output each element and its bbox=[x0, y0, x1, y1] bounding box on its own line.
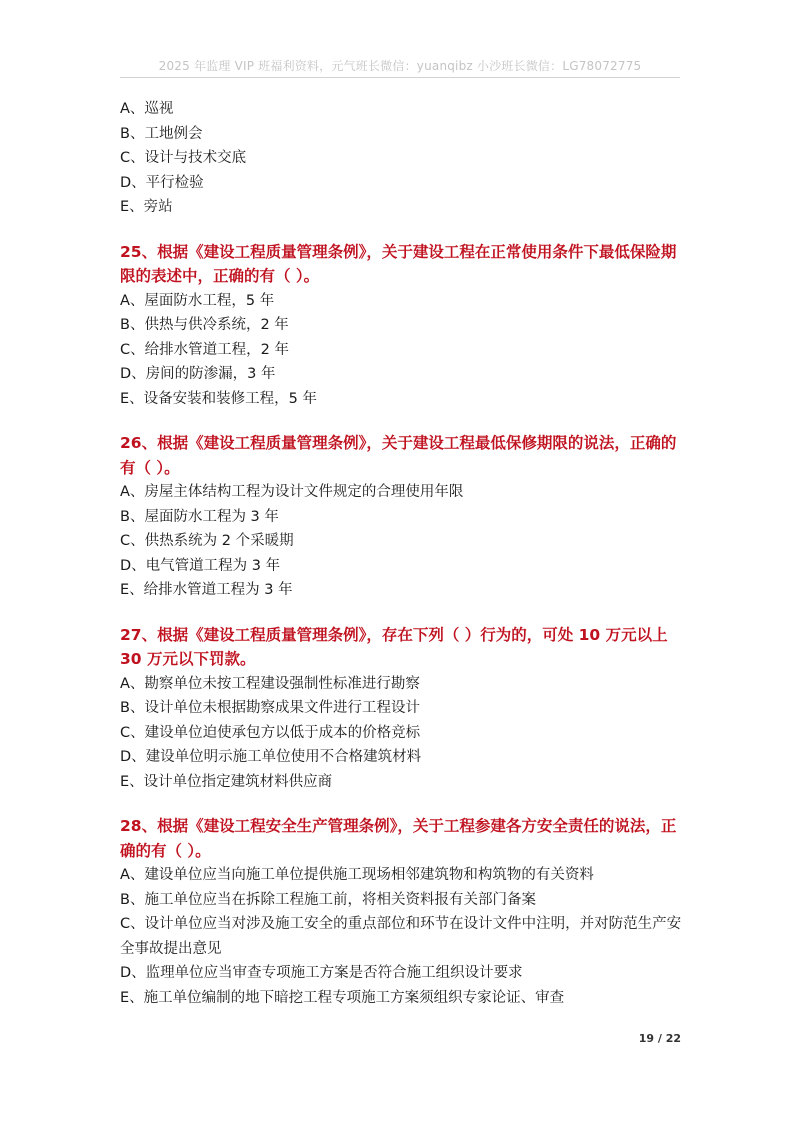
question-title: 27、根据《建设工程质量管理条例》，存在下列（ ）行为的，可处 10 万元以上 30 万元以下罚款。 bbox=[120, 625, 668, 668]
option-a: A、勘察单位未按工程建设强制性标准进行勘察 bbox=[120, 675, 420, 692]
option-d: D、平行检验 bbox=[120, 174, 204, 191]
question-title: 25、根据《建设工程质量管理条例》，关于建设工程在正常使用条件下最低保险期限的表述中，正确的有（ ）。 bbox=[120, 242, 677, 285]
option-c: C、建设单位迫使承包方以低于成本的价格竞标 bbox=[120, 724, 421, 741]
option-b: B、工地例会 bbox=[120, 125, 203, 142]
document-body bbox=[120, 97, 686, 1010]
option-e: E、施工单位编制的地下暗挖工程专项施工方案须组织专家论证、审查 bbox=[120, 989, 565, 1006]
question-27 bbox=[120, 623, 686, 795]
option-c: C、给排水管道工程，2 年 bbox=[120, 341, 289, 358]
header-divider bbox=[120, 77, 680, 78]
page-number: 19 / 22 bbox=[638, 1032, 681, 1045]
option-c: C、设计与技术交底 bbox=[120, 150, 247, 166]
option-b: B、屋面防水工程为 3 年 bbox=[120, 508, 279, 525]
option-a: A、屋面防水工程，5 年 bbox=[120, 292, 275, 309]
option-a: A、巡视 bbox=[120, 101, 174, 117]
option-e: E、设计单位指定建筑材料供应商 bbox=[120, 773, 333, 790]
option-d: D、电气管道工程为 3 年 bbox=[120, 557, 281, 574]
option-e: E、旁站 bbox=[120, 199, 173, 215]
question-28 bbox=[120, 814, 686, 1010]
page-header-note: 2025 年监理 VIP 班福利资料，元气班长微信：yuanqibz 小沙班长微信：LG78072775 bbox=[158, 59, 642, 73]
option-b: B、设计单位未根据勘察成果文件进行工程设计 bbox=[120, 700, 420, 716]
option-d: D、监理单位应当审查专项施工方案是否符合施工组织设计要求 bbox=[120, 965, 523, 981]
option-a: A、建设单位应当向施工单位提供施工现场相邻建筑物和构筑物的有关资料 bbox=[120, 867, 594, 883]
question-25 bbox=[120, 240, 686, 412]
option-b: B、施工单位应当在拆除工程施工前，将相关资料报有关部门备案 bbox=[120, 891, 536, 908]
option-e: E、设备安装和装修工程，5 年 bbox=[120, 390, 317, 407]
option-d: D、房间的防渗漏，3 年 bbox=[120, 366, 276, 382]
option-c: C、设计单位应当对涉及施工安全的重点部位和环节在设计文件中注明，并对防范生产安全事故提出意见 bbox=[120, 916, 682, 957]
option-e: E、给排水管道工程为 3 年 bbox=[120, 582, 293, 598]
option-c: C、供热系统为 2 个采暖期 bbox=[120, 533, 294, 549]
option-b: B、供热与供冷系统，2 年 bbox=[120, 317, 289, 333]
option-d: D、建设单位明示施工单位使用不合格建筑材料 bbox=[120, 749, 422, 765]
question-26 bbox=[120, 431, 686, 603]
option-a: A、房屋主体结构工程为设计文件规定的合理使用年限 bbox=[120, 484, 464, 500]
question-title: 26、根据《建设工程质量管理条例》，关于建设工程最低保修期限的说法，正确的有（ ）。 bbox=[120, 434, 677, 477]
previous-question-options bbox=[120, 97, 686, 220]
question-title: 28、根据《建设工程安全生产管理条例》，关于工程参建各方安全责任的说法，正确的有（ ）。 bbox=[120, 817, 677, 860]
